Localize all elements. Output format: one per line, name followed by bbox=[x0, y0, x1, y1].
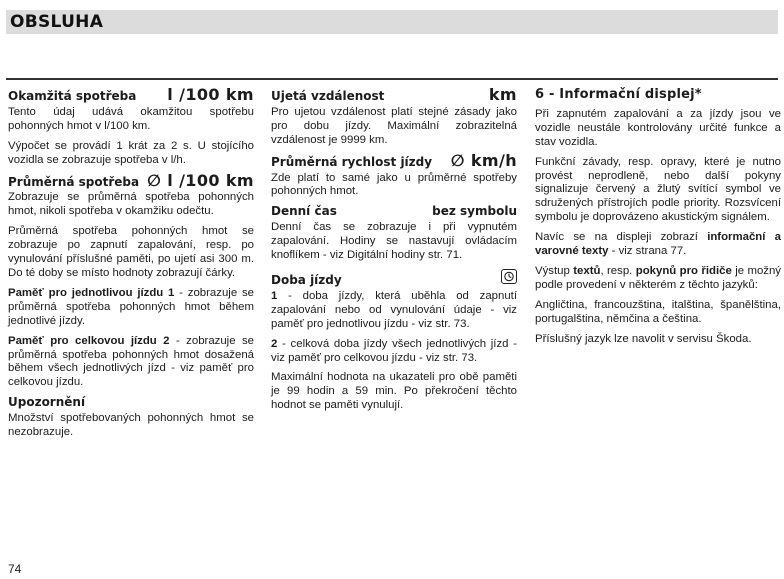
paragraph: Maximální hodnota na ukazateli pro obě paměti je 99 hodin a 59 min. Po překročení těchto hodnot se paměti vynulují. bbox=[271, 371, 517, 412]
paragraph: Při zapnutém zapalování a za jízdy jsou ve vozidle neustále kontrolovány určité funkce a stav vozidla. bbox=[535, 107, 781, 148]
paragraph: Výpočet se provádí 1 krát za 2 s. U stojícího vozidla se zobrazuje spotřeba v l/h. bbox=[8, 139, 254, 166]
paragraph: Příslušný jazyk lze navolit v servisu Škoda. bbox=[535, 332, 752, 345]
heading-unit: ∅ km/h bbox=[450, 150, 517, 170]
paragraph-text: Navíc se na displeji zobrazí bbox=[535, 231, 708, 244]
heading-unit: bez symbolu bbox=[432, 204, 517, 219]
paragraph: Zde platí to samé jako u průměrné spotřeby pohonných hmot. bbox=[271, 171, 517, 198]
paragraph bbox=[8, 287, 254, 329]
bold-term: informační a varovné texty bbox=[535, 231, 781, 258]
heading-label: Průměrná rychlost jízdy bbox=[271, 154, 433, 169]
paragraph: Zobrazuje se průměrná spotřeba pohonných hmot, nikoli spotřeba v okamžiku odečtu. bbox=[8, 191, 254, 218]
paragraph bbox=[271, 338, 517, 366]
paragraph-text: - viz strana 77. bbox=[608, 245, 687, 258]
heading-average-consumption bbox=[8, 170, 254, 190]
bold-term: Paměť pro jednotlivou jízdu 1 bbox=[8, 286, 175, 299]
paragraph bbox=[535, 265, 781, 293]
heading-unit: ∅ l /100 km bbox=[147, 170, 254, 190]
paragraph bbox=[535, 231, 781, 259]
paragraph: Tento údaj udává okamžitou spotřebu pohonných hmot v l/100 km. bbox=[8, 105, 254, 132]
paragraph-text: , resp. bbox=[600, 264, 636, 277]
heading-label: Ujetá vzdálenost bbox=[271, 89, 385, 103]
paragraph bbox=[271, 290, 517, 332]
heading-distance bbox=[271, 85, 517, 104]
heading-label: Denní čas bbox=[271, 204, 337, 219]
heading-unit: km bbox=[488, 85, 517, 104]
paragraph-text: - celková doba jízdy všech jednotlivých jízd - viz paměť pro celkovou jízdu - viz str. 73. bbox=[271, 337, 517, 364]
horizontal-rule bbox=[6, 78, 778, 80]
paragraph: Množství spotřebovaných pohonných hmot se nezobrazuje. bbox=[8, 412, 254, 439]
heading-driving-time bbox=[271, 269, 517, 288]
heading-label: Upozornění bbox=[8, 395, 86, 410]
header-bar bbox=[6, 10, 778, 34]
paragraph: Denní čas se zobrazuje i při vypnutém zapalování. Hodiny se nastavují ovládacím knoflíkem - viz Digitální hodiny str. 71. bbox=[271, 221, 517, 262]
heading-warning bbox=[8, 396, 254, 410]
paragraph-text: Výstup bbox=[535, 264, 574, 277]
paragraph: Angličtina, francouzština, italština, španělština, portugalština, němčina a čeština. bbox=[535, 298, 781, 325]
paragraph: Průměrná spotřeba pohonných hmot se zobrazuje po zapnutí zapalování, resp. po vynulování příslušné paměti, po ujetí asi 300 m. Do té doby se místo hodnoty zobrazují čárky. bbox=[8, 225, 254, 279]
bold-term: pokynů pro řidiče bbox=[635, 264, 732, 277]
heading-label: Okamžitá spotřeba bbox=[8, 89, 137, 103]
heading-instant-consumption bbox=[8, 85, 254, 104]
paragraph-text: je možný podle provedení v některém z těchto jazyků: bbox=[535, 264, 782, 291]
paragraph: Pro ujetou vzdálenost platí stejné zásady jako pro dobu jízdy. Maximální zobrazitelná vzdálenost je 9999 km. bbox=[271, 105, 517, 146]
heading-average-speed bbox=[271, 150, 517, 170]
paragraph: Funkční závady, resp. opravy, které je nutno provést neprodleně, nebo další pokyny signalizuje červený a žlutý svítící symbol ve sdružených přístrojích podle priority. Rozsvícení symbolu je doprovázeno akustickým signálem. bbox=[535, 155, 781, 224]
heading-time-of-day bbox=[271, 205, 517, 219]
heading-label: Průměrná spotřeba bbox=[8, 174, 140, 189]
page-title: OBSLUHA bbox=[10, 12, 104, 32]
clock-icon bbox=[501, 269, 517, 284]
page-number: 74 bbox=[8, 562, 22, 576]
bold-term: 1 bbox=[271, 289, 278, 302]
column-1 bbox=[8, 85, 254, 446]
section-title: 6 - Informační displej* bbox=[535, 87, 702, 102]
bold-term: 2 bbox=[271, 337, 278, 350]
column-3 bbox=[535, 88, 781, 353]
paragraph-text: - zobrazuje se průměrná spotřeba pohonných hmot během jednotlivé jízdy. bbox=[8, 286, 254, 327]
heading-unit: l /100 km bbox=[167, 85, 254, 104]
paragraph-text: - zobrazuje se průměrná spotřeba pohonných hmot dosažená během všech jednotlivých jízd - viz paměť pro celkovou jízdu. bbox=[8, 334, 254, 389]
bold-term: textů bbox=[573, 264, 601, 277]
column-2 bbox=[271, 85, 517, 419]
paragraph-text: - doba jízdy, která uběhla od zapnutí zapalování nebo od vynulování údaje - viz paměť pro jednotlivou jízdu - viz str. 73. bbox=[271, 289, 517, 330]
heading-label: Doba jízdy bbox=[271, 272, 342, 287]
paragraph bbox=[8, 335, 254, 391]
bold-term: Paměť pro celkovou jízdu 2 bbox=[8, 334, 170, 347]
